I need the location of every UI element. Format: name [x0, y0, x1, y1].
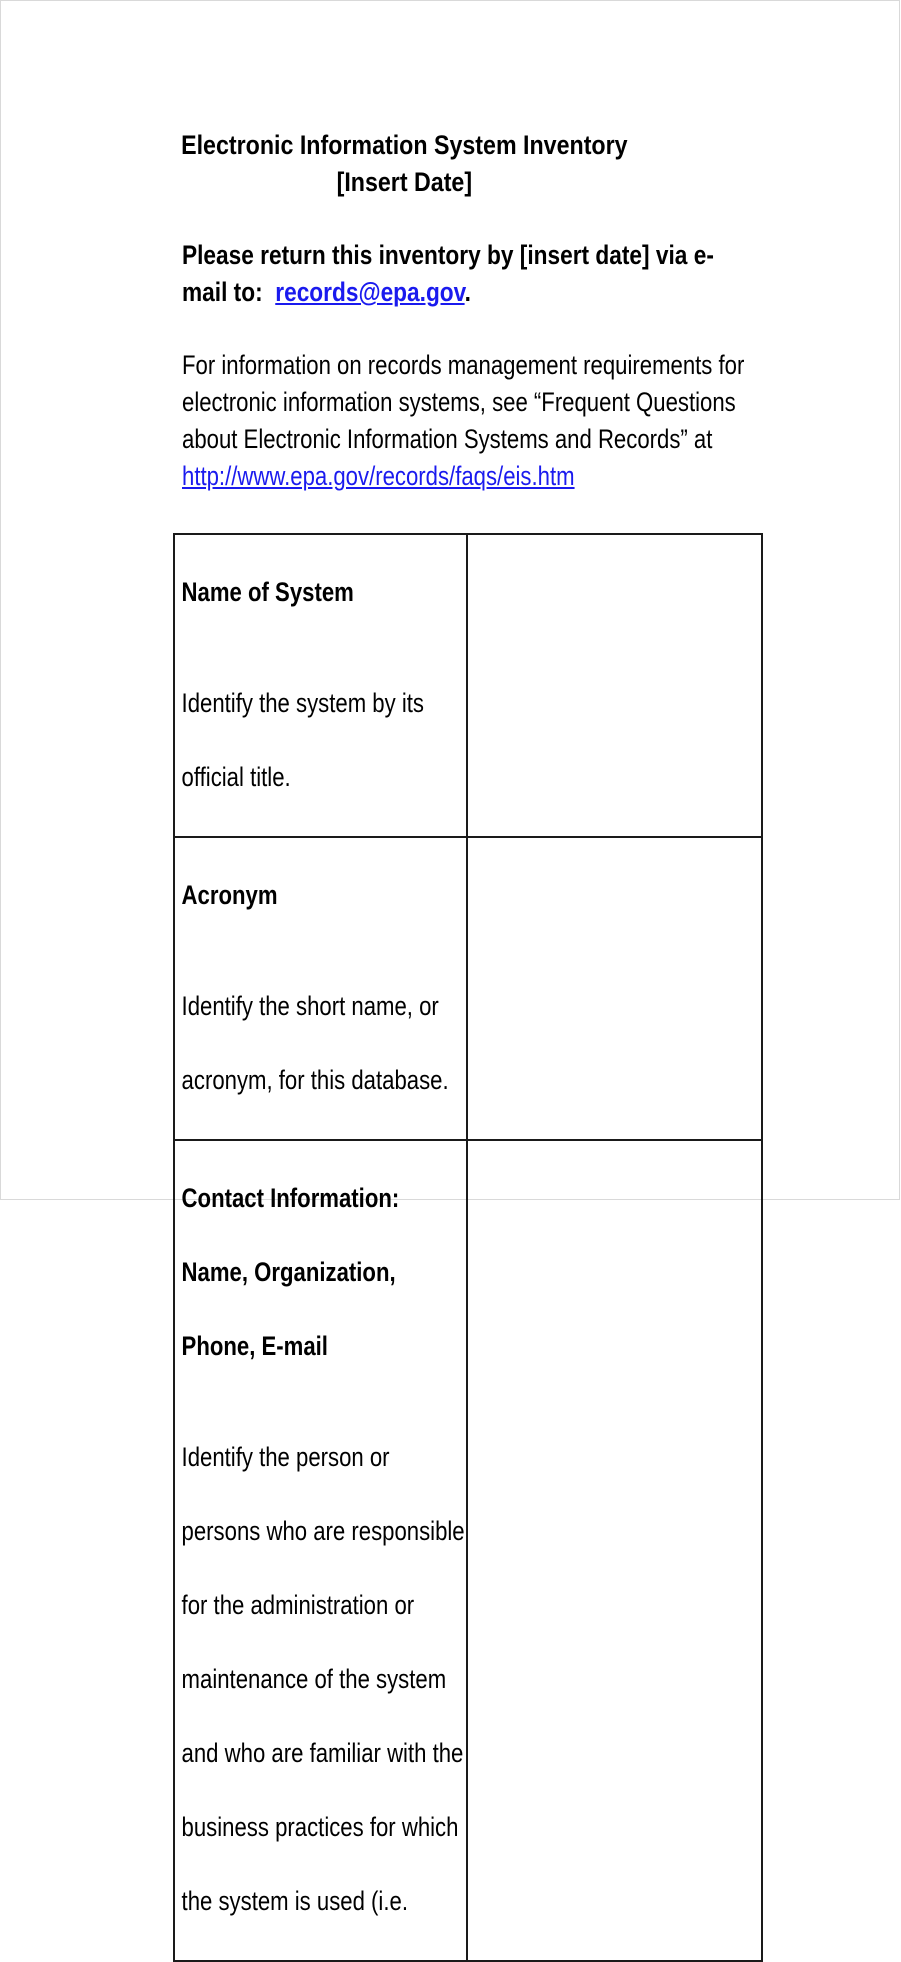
faq-url-link[interactable]: http://www.epa.gov/records/faqs/eis.htm — [182, 461, 575, 491]
desc-line: Identify the short name, or — [181, 991, 439, 1021]
desc-line: Identify the system by its — [181, 688, 424, 718]
desc-line: and who are familiar with the — [181, 1738, 464, 1768]
return-instructions — [182, 237, 720, 311]
field-description — [182, 648, 461, 833]
document-title: Electronic Information System Inventory — [181, 130, 628, 160]
return-line-1: Please return this inventory by [insert date] via e- — [182, 240, 714, 270]
field-label-cell — [174, 1140, 467, 1961]
desc-line: acronym, for this database. — [181, 1065, 449, 1095]
desc-line: official title. — [181, 762, 291, 792]
name-of-system-value-cell[interactable] — [467, 534, 762, 837]
field-label — [182, 1143, 461, 1402]
email-link[interactable]: records@epa.gov — [275, 277, 465, 307]
desc-line: for the administration or — [181, 1590, 415, 1620]
document-date: [Insert Date] — [336, 167, 473, 197]
inventory-table — [173, 533, 763, 1962]
acronym-value-cell[interactable] — [467, 837, 762, 1140]
field-description — [182, 951, 461, 1136]
table-row-name-of-system — [174, 534, 762, 837]
info-paragraph — [182, 347, 745, 495]
desc-line: maintenance of the system — [181, 1664, 447, 1694]
document-header — [1, 127, 808, 201]
desc-line: business practices for which — [181, 1812, 459, 1842]
label-line: Phone, E-mail — [181, 1331, 328, 1361]
field-label — [182, 537, 461, 648]
return-line-2-prefix: mail to: — [182, 277, 276, 307]
label-line: Name, Organization, — [181, 1257, 396, 1287]
field-description — [181, 1402, 465, 1957]
return-line-2 — [182, 274, 720, 311]
document-page — [1, 1, 901, 1916]
field-label-cell — [174, 837, 467, 1140]
info-line-2: electronic information systems, see “Frequent Questions — [182, 387, 736, 417]
info-line-3: about Electronic Information Systems and Records” at — [182, 424, 713, 454]
return-line-2-suffix: . — [464, 277, 471, 307]
label-line: Contact Information: — [181, 1183, 400, 1213]
label-line: Acronym — [181, 880, 278, 910]
desc-line: persons who are responsible — [181, 1516, 465, 1546]
info-line-1: For information on records management requirements for — [182, 350, 745, 380]
desc-line: the system is used (i.e. — [181, 1886, 408, 1916]
label-line: Name of System — [181, 577, 354, 607]
contact-information-value-cell[interactable] — [467, 1140, 762, 1961]
desc-line: Identify the person or — [181, 1442, 390, 1472]
table-row-acronym — [174, 837, 762, 1140]
field-label — [182, 840, 461, 951]
table-row-contact-information — [174, 1140, 762, 1961]
inventory-table-container — [173, 533, 761, 1916]
field-label-cell — [174, 534, 467, 837]
